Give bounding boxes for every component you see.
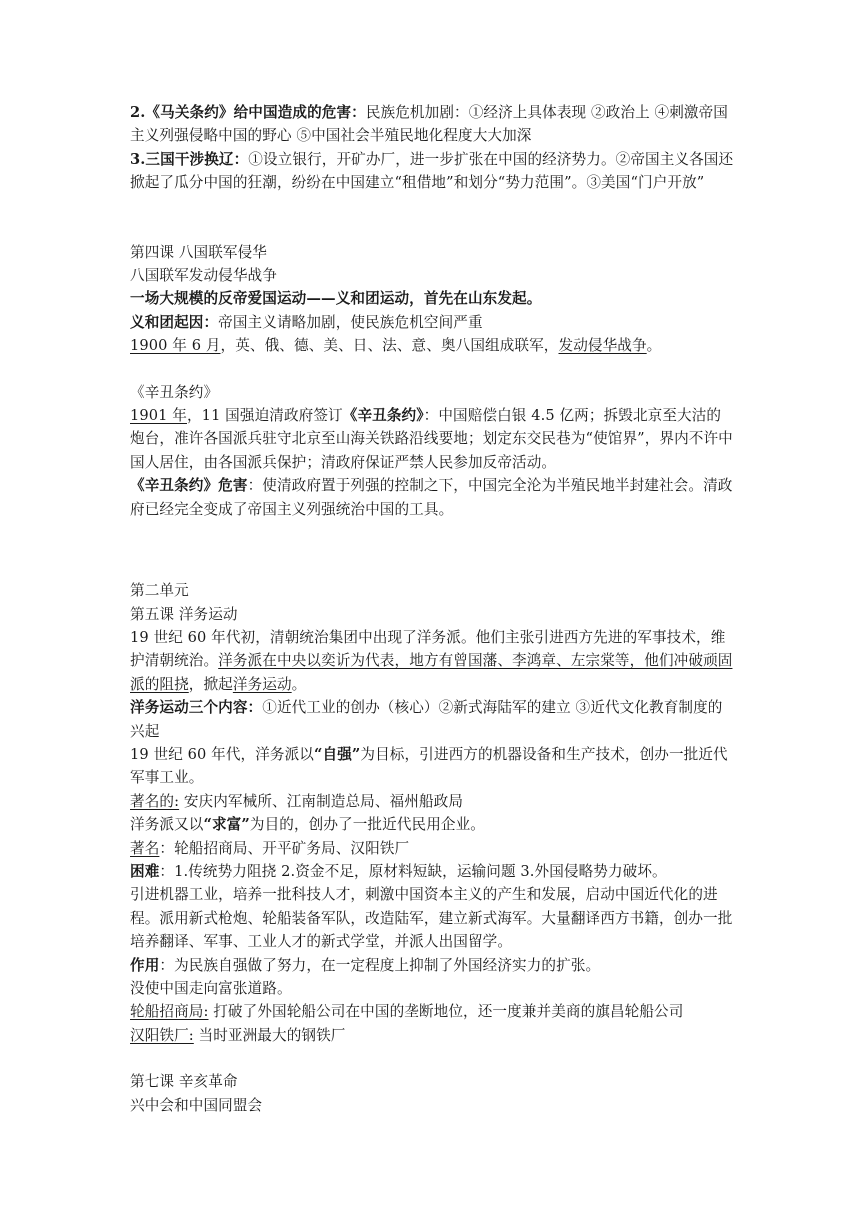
spacer <box>130 1047 734 1070</box>
heading-inline: 作用 <box>130 956 160 974</box>
text: ：为民族自强做了努力，在一定程度上抑制了外国经济实力的扩张。 <box>159 956 601 974</box>
paragraph-no-wealth: 没使中国走向富张道路。 <box>130 980 292 997</box>
text: 。 <box>646 337 662 355</box>
text: ，掀起 <box>188 675 233 693</box>
paragraph-boxer-cause <box>130 311 734 334</box>
paragraph-famous-civil <box>130 837 734 860</box>
text: ：中国赔偿白银 4.5 亿两；拆毁北京至大沽的炮台，准许各国派兵驻守北京至山海关铁路沿线要地；划定东交民巷为“使馆界”，界内不许中国人居住，由各国派兵保护；清政府保证严禁人民参加反帝活动。 <box>130 407 733 471</box>
heading-inline: 2.《马关条约》给中国造成的危害： <box>130 104 366 121</box>
spacer <box>130 195 734 241</box>
heading-inline: 3.三国干涉换辽： <box>130 150 249 168</box>
text: ，11 国强迫清政府签订 <box>186 407 343 425</box>
text: ：轮船招商局、开平矿务局、汉阳铁厂 <box>159 839 410 857</box>
spacer <box>130 358 734 381</box>
text: 19 世纪 60 年代初，清朝统治集团中出现了洋务派。他们主张引进西方先进的军事技术，维护清朝统治。 <box>130 628 726 670</box>
underlined-date: 1901 年 <box>130 407 187 425</box>
underlined-date: 1900 年 6 月 <box>130 337 221 355</box>
unit-title: 第二单元 <box>130 582 189 600</box>
paragraph-xinchou-treaty <box>130 404 734 474</box>
paragraph-steamship <box>130 1000 734 1023</box>
paragraph-hanyang <box>130 1024 734 1047</box>
text: 打破了外国轮船公司在中国的垄断地位，还一度兼并美商的旗昌轮船公司 <box>208 1003 684 1021</box>
text: 民族危机加剧：①经济上具体表现 ②政治上 ④刺激帝国主义列强侵略中国的野心 ⑤中国社会半殖民地化程度大大加深 <box>130 104 728 145</box>
text: 19 世纪 60 年代，洋务派以 <box>130 745 315 763</box>
spacer <box>130 521 734 579</box>
heading-inline: 义和团起因： <box>130 313 219 331</box>
paragraph-xinchou-harm <box>130 474 734 521</box>
text: 为目的，创办了一批近代民用企业。 <box>249 816 485 834</box>
lesson-title: 第七课 辛亥革命 <box>130 1073 238 1091</box>
underlined-text: 著名的: <box>130 792 180 810</box>
paragraph-triple-intervention <box>130 148 734 195</box>
underlined-text: 洋务运动 <box>232 675 292 693</box>
paragraph-seeking-wealth <box>130 813 734 836</box>
paragraph-self-strengthening <box>130 743 734 790</box>
paragraph-treaty-harm <box>130 101 734 148</box>
text: ，英、俄、德、美、日、法、意、奥八国组成联军， <box>220 337 559 355</box>
text: ：1.传统势力阻挠 2.资金不足，原材料短缺，运输问题 3.外国侵略势力破坏。 <box>159 862 667 880</box>
text: ①设立银行，开矿办厂，进一步扩张在中国的经济势力。②帝国主义各国还掀起了瓜分中国的狂潮，纷纷在中国建立“租借地”和划分“势力范围”。③美国“门户开放” <box>130 150 734 192</box>
underlined-text: 汉阳铁厂: <box>130 1026 194 1044</box>
bold-statement: 一场大规模的反帝爱国运动——义和团运动，首先在山东发起。 <box>130 290 542 308</box>
paragraph-introduction: 引进机器工业，培养一批科技人才，刺激中国资本主义的产生和发展，启动中国近代化的进程。派用新式枪炮、轮船装备军队，改造陆军，建立新式海军。大量翻译西方书籍，创办一批培养翻译、军事、工业人才的新式学堂，并派人出国留学。 <box>130 886 733 951</box>
underlined-text: 洋务派在中央以奕䜣为代表，地方有曾国藩、李鸿章、左宗棠等，他们冲破顽固派的阻挠 <box>130 652 733 693</box>
document-body <box>130 101 734 1117</box>
heading-inline: 洋务运动三个内容： <box>130 699 263 717</box>
text: 。 <box>291 675 307 693</box>
paragraph-difficulties <box>130 860 734 883</box>
lesson-title: 第四课 八国联军侵华 <box>130 243 267 261</box>
text: ：使清政府置于列强的控制之下，中国完全沦为半殖民地半封建社会。清政府已经完全变成了帝国主义列强统治中国的工具。 <box>130 477 733 518</box>
text: ①近代工业的创办（核心）②新式海陆军的建立 ③近代文化教育制度的兴起 <box>130 699 723 740</box>
paragraph-famous-military <box>130 790 734 813</box>
heading-inline: 困难 <box>130 862 160 880</box>
bold-text: “自强” <box>314 745 361 763</box>
text: 洋务派又以 <box>130 816 204 834</box>
underlined-text: 著名 <box>130 839 160 857</box>
lesson-title: 第五课 洋务运动 <box>130 605 238 623</box>
paragraph-effect <box>130 954 734 977</box>
paragraph-eight-nations <box>130 334 734 357</box>
text: 当时亚洲最大的钢铁厂 <box>193 1026 346 1044</box>
bold-text: 《辛丑条约》 <box>342 407 424 425</box>
text: 帝国主义请略加剧，使民族危机空间严重 <box>218 313 483 331</box>
paragraph-three-contents <box>130 696 734 743</box>
paragraph-westernization-intro <box>130 626 734 696</box>
heading-inline: 《辛丑条约》危害 <box>130 477 248 495</box>
section-title: 兴中会和中国同盟会 <box>130 1096 263 1114</box>
underlined-text: 发动侵华战争 <box>558 337 647 355</box>
bold-text: “求富” <box>203 816 250 834</box>
text: 安庆内军械所、江南制造总局、福州船政局 <box>179 792 464 810</box>
underlined-text: 轮船招商局: <box>130 1003 209 1021</box>
text: 为目标，引进西方的机器设备和生产技术，创办一批近代军事工业。 <box>130 745 728 787</box>
section-title: 八国联军发动侵华战争 <box>130 267 277 285</box>
section-title: 《辛丑条约》 <box>130 383 219 401</box>
